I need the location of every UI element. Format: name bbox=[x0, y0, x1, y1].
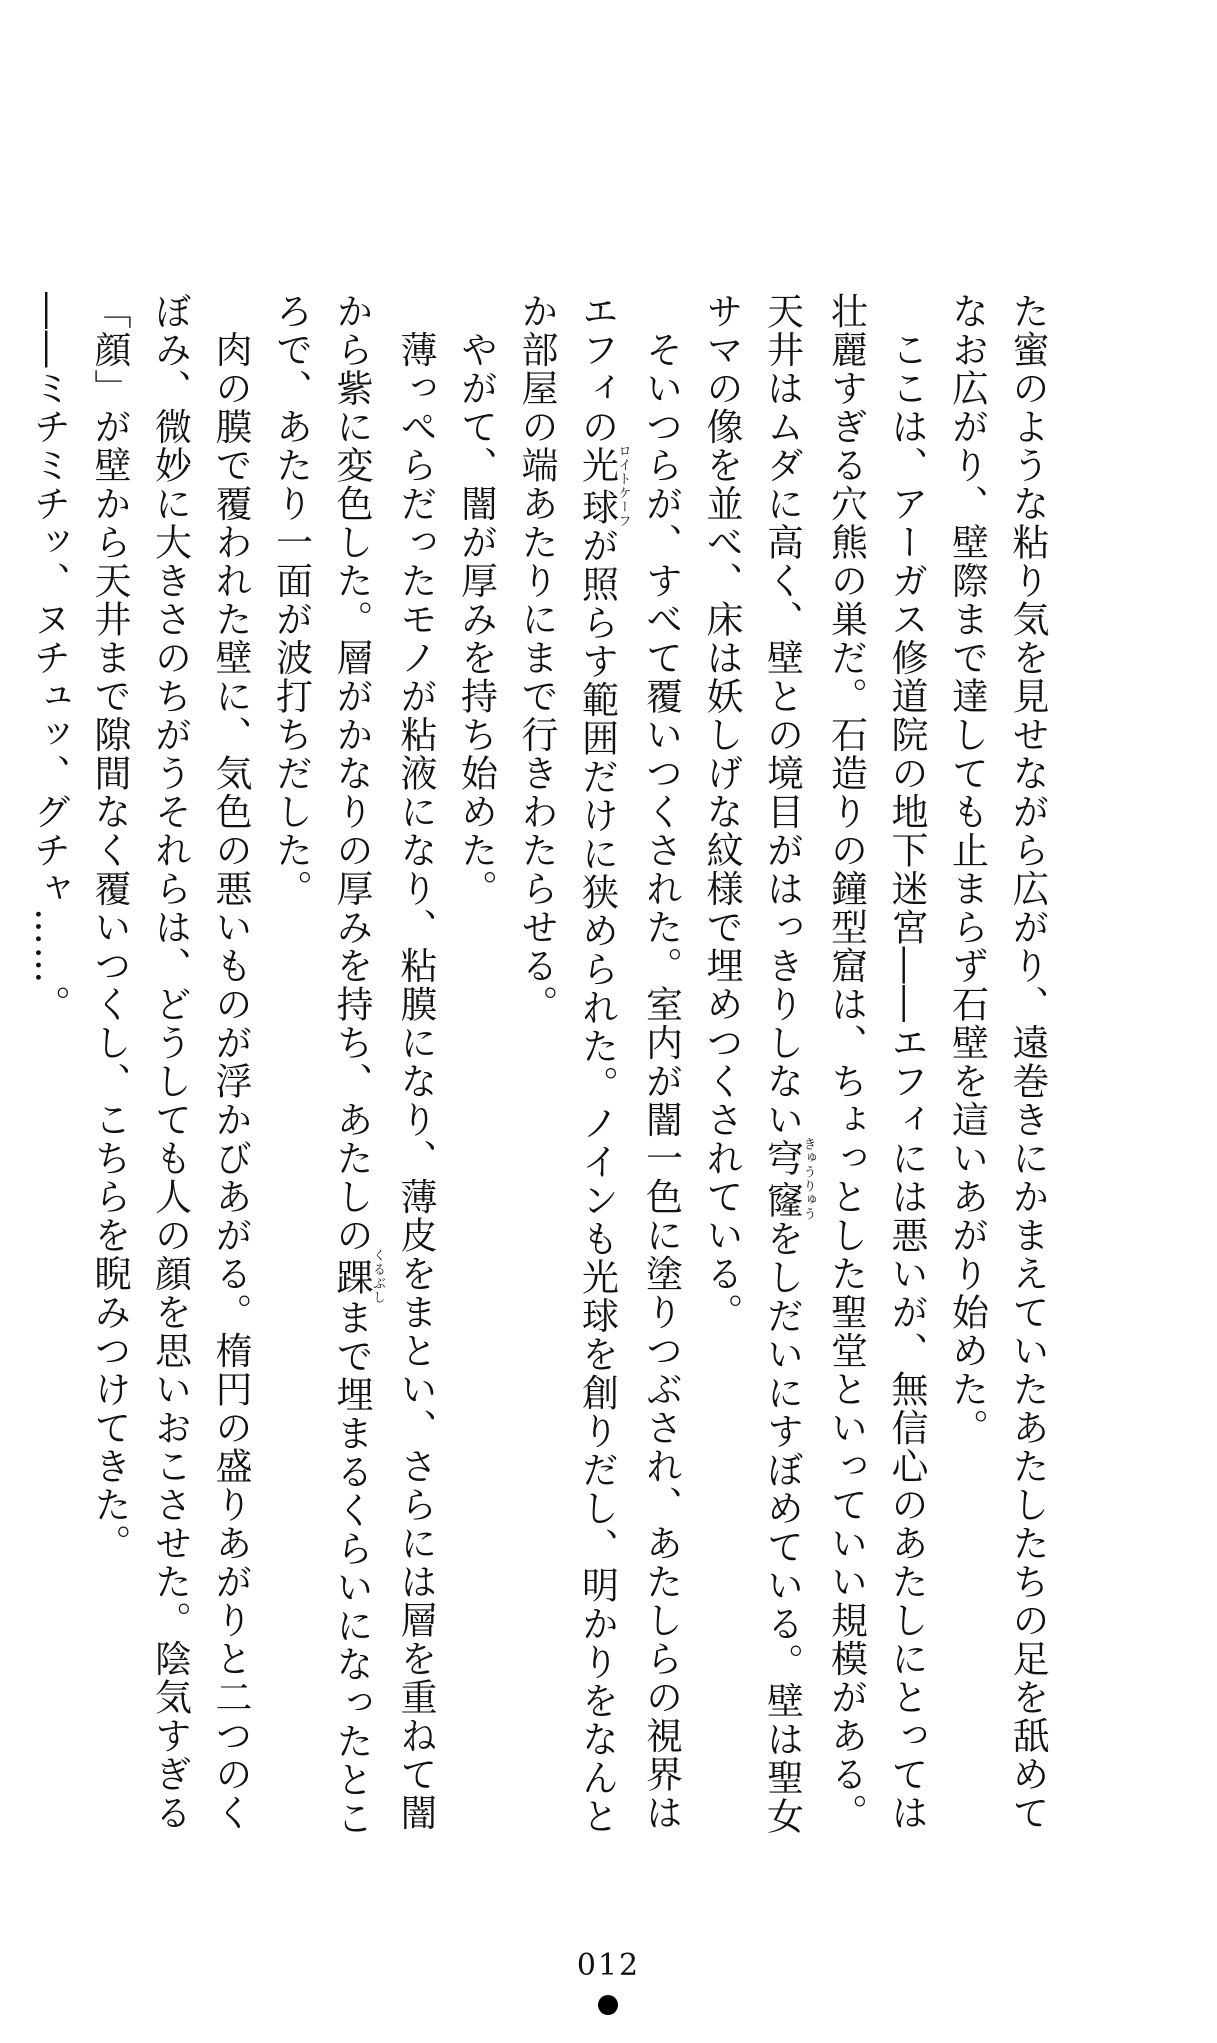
text-line-15: ぼみ、微妙に大きさのちがうそれらは、どうしても人の顔を思いおこさせた。陰気すぎる bbox=[148, 292, 192, 1832]
text-line-1: た蜜のような粘り気を見せながら広がり、遠巻きにかまえていたあたしたちの足を舐めて bbox=[1006, 292, 1049, 1832]
ruby-vault bbox=[760, 1137, 816, 1222]
text-line-9: か部屋の端あたりにまで行きわたらせる。 bbox=[515, 292, 558, 1024]
text-line-2: なお広がり、壁際まで達しても止まらず石壁を這いあがり始めた。 bbox=[945, 292, 989, 1447]
text-line-5 bbox=[751, 292, 816, 1836]
text-line-4: 壮麗すぎる穴熊の巣だ。石造りの鐘型窟は、ちょっとした聖堂といっていい規模がある。 bbox=[824, 292, 868, 1832]
text-line-12-part-2: まで埋まるくらいになったとこ bbox=[330, 1298, 373, 1838]
ruby-light-orb-reading: ロイトケーフ bbox=[615, 444, 631, 529]
text-line-8-part-2: が照らす範囲だけに狭められた。ノインも光球を創りだし、明かりをなんと bbox=[575, 526, 619, 1836]
text-line-8 bbox=[566, 292, 631, 1836]
ruby-light-orb-base: 光球 bbox=[575, 444, 619, 529]
text-line-17: ――ミチミチッ、ヌチュッ、グチャ……。 bbox=[27, 292, 71, 1024]
text-line-3: ここは、アーガス修道院の地下迷宮――エフィには悪いが、無信心のあたしにとっては bbox=[885, 292, 928, 1832]
ruby-ankle-reading: くるぶし bbox=[370, 1248, 385, 1305]
ruby-ankle-base: 踝 bbox=[330, 1248, 373, 1305]
text-line-6: サマの像を並べ、床は妖しげな紋様で埋めつくされている。 bbox=[700, 292, 743, 1332]
page-number: 012 bbox=[576, 1948, 641, 1983]
ruby-light-orb bbox=[575, 444, 631, 529]
text-line-12 bbox=[321, 292, 385, 1838]
page-marker-dot bbox=[598, 1995, 618, 2015]
text-line-10: やがて、闇が厚みを持ち始めた。 bbox=[454, 292, 498, 908]
ruby-ankle bbox=[330, 1248, 385, 1305]
text-line-14: 肉の膜で覆われた壁に、気色の悪いものが浮かびあがる。楕円の盛りあがりと二つのく bbox=[209, 292, 252, 1832]
text-line-16: 「顔」が壁から天井まで隙間なく覆いつくし、こちらを睨みつけてきた。 bbox=[88, 292, 131, 1563]
text-line-8-part-1: エフィの bbox=[575, 292, 619, 446]
text-line-5-part-2: をしだいにすぼめている。壁は聖女 bbox=[760, 1219, 804, 1836]
text-line-13: ろで、あたり一面が波打ちだした。 bbox=[269, 292, 313, 908]
text-line-11: 薄っぺらだったモノが粘液になり、粘膜になり、薄皮をまとい、さらには層を重ねて闇 bbox=[394, 292, 437, 1832]
text-line-12-part-1: から紫に変色した。層がかなりの厚みを持ち、あたしの bbox=[330, 292, 373, 1255]
text-line-5-part-1: 天井はムダに高く、壁との境目がはっきりしない bbox=[760, 292, 804, 1139]
ruby-vault-reading: きゅうりゅう bbox=[800, 1137, 816, 1222]
vertical-text-block bbox=[27, 292, 1057, 1838]
text-line-7: そいつらが、すべて覆いつくされた。室内が闇一色に塗りつぶされ、あたしらの視界は bbox=[639, 292, 683, 1832]
ruby-vault-base: 穹窿 bbox=[760, 1137, 804, 1222]
